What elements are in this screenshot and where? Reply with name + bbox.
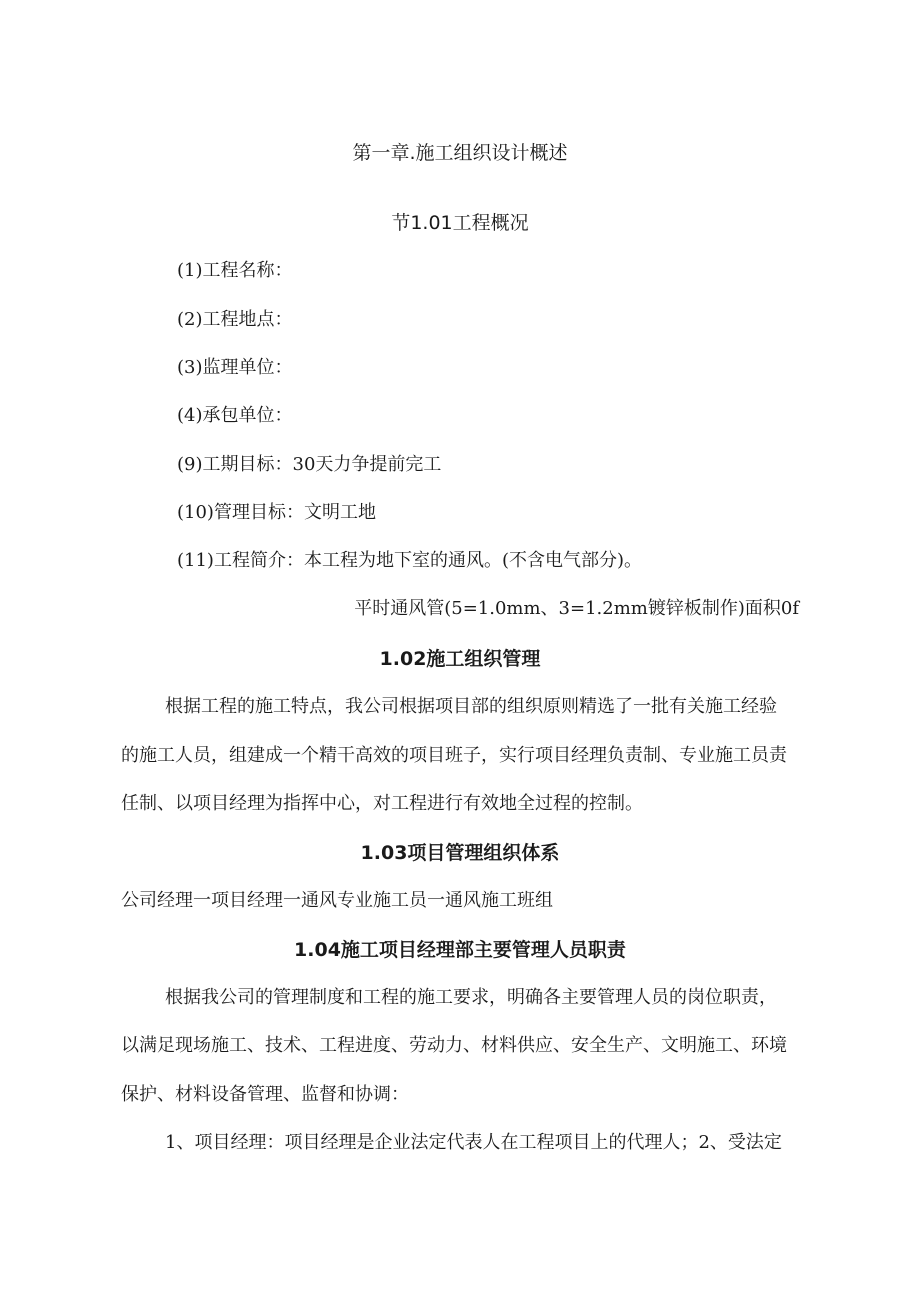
section-1-02-title: 1.02施工组织管理 <box>379 648 541 670</box>
section-1-01-title: 节1.01工程概况 <box>391 212 529 234</box>
list-item: (3)监理单位： <box>177 357 293 378</box>
paragraph-line: 根据工程的施工特点，我公司根据项目部的组织原则精选了一批有关施工经验 <box>165 696 777 717</box>
list-item: (2)工程地点： <box>177 309 293 330</box>
list-item: (9)工期目标：30天力争提前完工 <box>177 454 442 475</box>
section-1-03-title: 1.03项目管理组织体系 <box>360 842 560 864</box>
list-item: (4)承包单位： <box>177 405 293 426</box>
list-item: (11)工程简介：本工程为地下室的通风。(不含电气部分)。 <box>177 550 642 571</box>
paragraph-line: 根据我公司的管理制度和工程的施工要求，明确各主要管理人员的岗位职责， <box>165 987 777 1008</box>
paragraph-line: 任制、以项目经理为指挥中心，对工程进行有效地全过程的控制。 <box>121 793 643 814</box>
list-item: (1)工程名称： <box>177 260 293 281</box>
section-1-04-title: 1.04施工项目经理部主要管理人员职责 <box>294 939 626 961</box>
chapter-title: 第一章.施工组织设计概述 <box>352 142 568 164</box>
ventilation-note: 平时通风管(5=1.0mm、3=1.2mm镀锌板制作)面积0f <box>354 598 799 619</box>
paragraph-line: 的施工人员，组建成一个精干高效的项目班子，实行项目经理负责制、专业施工员责 <box>121 745 787 766</box>
paragraph-line: 1、项目经理：项目经理是企业法定代表人在工程项目上的代理人；2、受法定 <box>165 1132 782 1153</box>
org-chain-line: 公司经理一项目经理一通风专业施工员一通风施工班组 <box>121 890 553 911</box>
list-item: (10)管理目标：文明工地 <box>177 502 376 523</box>
paragraph-line: 保护、材料设备管理、监督和协调： <box>121 1084 409 1105</box>
paragraph-line: 以满足现场施工、技术、工程进度、劳动力、材料供应、安全生产、文明施工、环境 <box>121 1035 787 1056</box>
